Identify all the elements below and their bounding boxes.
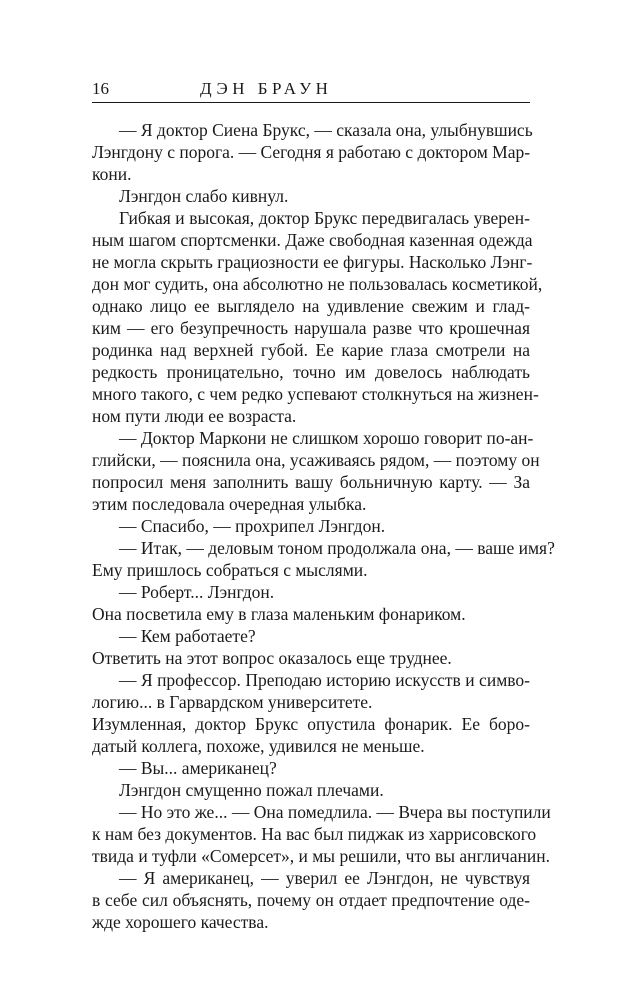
text-line: Лэнгдон слабо кивнул. (119, 186, 289, 206)
text-line: Она посветила ему в глаза маленьким фонариком. (92, 604, 466, 624)
text-line: Гибкая и высокая, доктор Брукс передвигалась уверен- (119, 208, 530, 228)
text-line: к нам без документов. На вас был пиджак из харрисовского (92, 824, 537, 844)
text-line: кони. (92, 164, 132, 184)
text-line: логию... в Гарвардском университете. (92, 692, 373, 712)
text-line: — Но это же... — Она помедлила. — Вчера вы поступили (119, 802, 551, 822)
text-line: — Вы... американец? (119, 758, 277, 778)
text-line: Лэнгдон смущенно пожал плечами. (119, 780, 384, 800)
text-line: датый коллега, похоже, удивился не меньше. (92, 736, 425, 756)
text-line: Ответить на этот вопрос оказалось еще труднее. (92, 648, 452, 668)
text-line: не могла скрыть грациозности ее фигуры. Насколько Лэнг- (92, 252, 533, 272)
text-line: Изумленная, доктор Брукс опустила фонарик. Ее боро- (92, 714, 530, 734)
page-number: 16 (92, 79, 109, 98)
text-line: — Итак, — деловым тоном продолжала она, — ваше имя? (119, 538, 555, 558)
running-title: ДЭН БРАУН (200, 79, 333, 98)
text-line: в себе сил объяснять, почему он отдает предпочтение оде- (92, 890, 530, 910)
text-line: попросил меня заполнить вашу больничную карту. — За (92, 472, 530, 492)
text-line: редкость проницательно, точно им довелось наблюдать (92, 362, 530, 382)
text-line: жде хорошего качества. (92, 912, 269, 932)
header-rule (92, 102, 530, 103)
text-line: ным шагом спортсменки. Даже свободная казенная одежда (92, 230, 533, 250)
text-line: Ему пришлось собраться с мыслями. (92, 560, 368, 580)
text-line: — Спасибо, — прохрипел Лэнгдон. (119, 516, 386, 536)
text-line: глийски, — пояснила она, усаживаясь рядом, — поэтому он (92, 450, 540, 470)
text-line: ким — его безупречность нарушала разве что крошечная (92, 318, 530, 338)
text-line: твида и туфли «Сомерсет», и мы решили, что вы англичанин. (92, 846, 550, 866)
text-line: однако лицо ее выглядело на удивление свежим и глад- (92, 296, 530, 316)
text-line: ном пути люди ее возраста. (92, 406, 297, 426)
text-line: родинка над верхней губой. Ее карие глаза смотрели на (92, 340, 530, 360)
text-line: Лэнгдону с порога. — Сегодня я работаю с доктором Мар- (92, 142, 531, 162)
text-line: — Я доктор Сиена Брукс, — сказала она, улыбнувшись (119, 120, 533, 140)
text-line: — Я американец, — уверил ее Лэнгдон, не чувствуя (119, 868, 530, 888)
text-line: — Доктор Маркони не слишком хорошо говорит по-ан- (119, 428, 534, 448)
text-line: дон мог судить, она абсолютно не пользовалась косметикой, (92, 274, 543, 294)
text-line: много такого, с чем редко успевают столкнуться на жизнен- (92, 384, 539, 404)
text-line: этим последовала очередная улыбка. (92, 494, 367, 514)
text-line: — Кем работаете? (119, 626, 256, 646)
text-line: — Я профессор. Преподаю историю искусств и симво- (119, 670, 530, 690)
text-line: — Роберт... Лэнгдон. (119, 582, 275, 602)
